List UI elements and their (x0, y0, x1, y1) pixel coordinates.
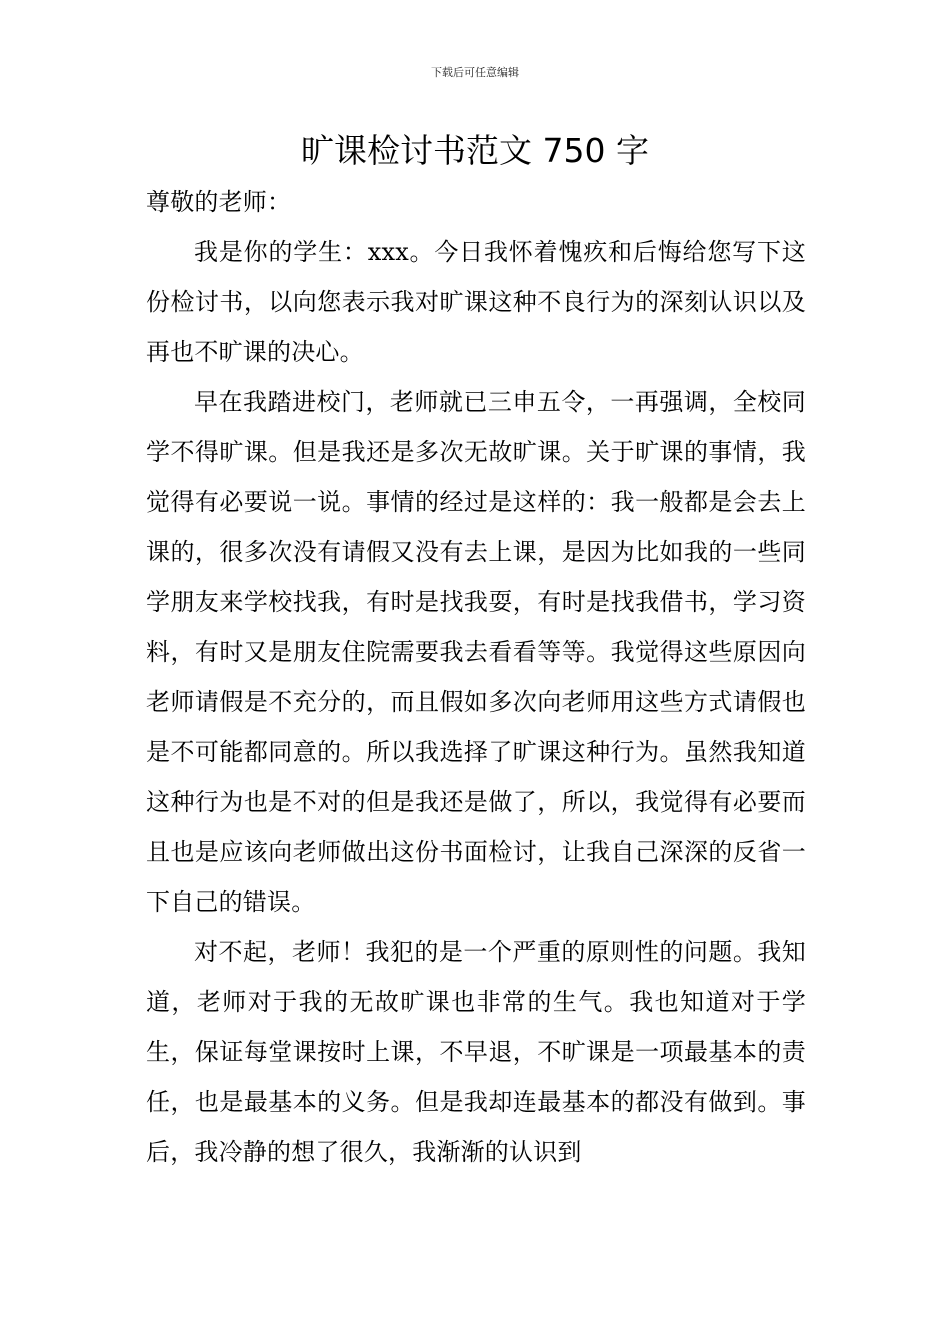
paragraph-1: 我是你的学生：xxx。今日我怀着愧疚和后悔给您写下这份检讨书，以向您表示我对旷课这种不良行为的深刻认识以及再也不旷课的决心。 (146, 238, 806, 366)
salutation: 尊敬的老师： (146, 188, 292, 216)
paragraph-2: 早在我踏进校门，老师就已三申五令，一再强调，全校同学不得旷课。但是我还是多次无故旷课。关于旷课的事情，我觉得有必要说一说。事情的经过是这样的：我一般都是会去上课的，很多次没有请假又没有去上课，是因为比如我的一些同学朋友来学校找我，有时是找我耍，有时是找我借书，学习资料，有时又是朋友住院需要我去看看等等。我觉得这些原因向老师请假是不充分的，而且假如多次向老师用这些方式请假也是不可能都同意的。所以我选择了旷课这种行为。虽然我知道这种行为也是不对的但是我还是做了，所以，我觉得有必要而且也是应该向老师做出这份书面检讨，让我自己深深的反省一下自己的错误。 (146, 388, 806, 916)
header-note: 下载后可任意编辑 (431, 66, 519, 79)
document-body (146, 177, 806, 1177)
paragraph-3: 对不起，老师！我犯的是一个严重的原则性的问题。我知道，老师对于我的无故旷课也非常的生气。我也知道对于学生，保证每堂课按时上课，不早退，不旷课是一项最基本的责任，也是最基本的义务。但是我却连最基本的都没有做到。事后，我冷静的想了很久，我渐渐的认识到 (146, 938, 806, 1166)
document-title: 旷课检讨书范文 750 字 (301, 131, 649, 170)
